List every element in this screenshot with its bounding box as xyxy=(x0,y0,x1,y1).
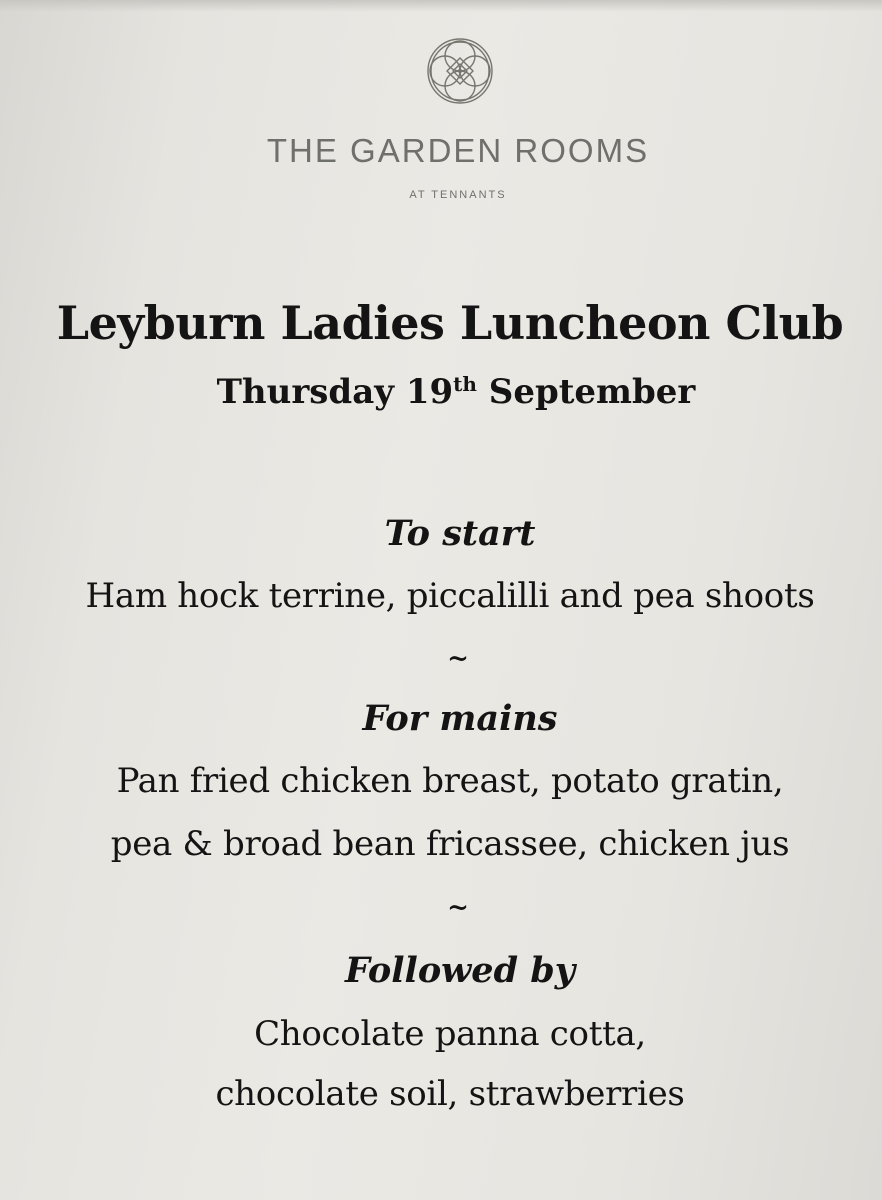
dessert-dish-line: Chocolate panna cotta, xyxy=(254,1014,646,1054)
event-date xyxy=(0,372,882,412)
dessert-dish-line: chocolate soil, strawberries xyxy=(215,1074,685,1114)
ornamental-circle-logo-icon xyxy=(425,36,495,106)
dessert-heading: Followed by xyxy=(344,950,576,991)
paper-top-edge xyxy=(0,0,882,12)
course-separator: ~ xyxy=(447,644,469,674)
venue-subtitle: AT TENNANTS xyxy=(409,189,507,201)
starter-dish-line: Ham hock terrine, piccalilli and pea shoots xyxy=(85,576,815,616)
main-dish-line: Pan fried chicken breast, potato gratin, xyxy=(116,761,784,801)
event-date-month: September xyxy=(476,372,696,412)
event-title: Leyburn Ladies Luncheon Club xyxy=(56,296,844,350)
main-dish-line: pea & broad bean fricassee, chicken jus xyxy=(110,824,790,864)
main-heading: For mains xyxy=(362,698,558,739)
event-date-suffix: th xyxy=(453,372,477,396)
starter-heading: To start xyxy=(384,513,536,554)
venue-name: THE GARDEN ROOMS xyxy=(266,132,650,169)
course-separator: ~ xyxy=(447,893,469,923)
event-date-day: Thursday 19 xyxy=(216,372,454,412)
